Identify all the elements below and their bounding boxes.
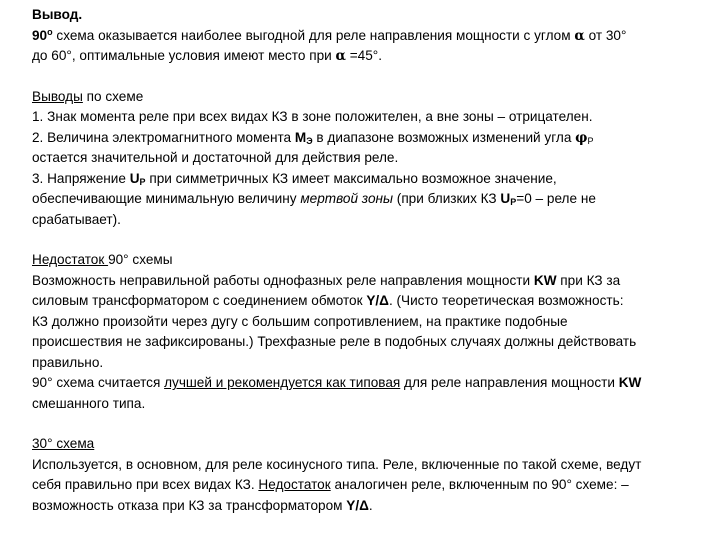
findings-item-3: 3. Напряжение $U_Р$ при симметричных КЗ имеет максимально возможное значение, [32, 170, 557, 187]
phi-symbol: φ [575, 129, 588, 146]
drawback-line-5: правильно. [32, 354, 104, 370]
scheme30-line-3: возможность отказа при КЗ за трансформатором Y/Δ. [32, 497, 373, 513]
conclusion-line-2: до 60°, оптимальные условия имеют место при α =45°. [32, 48, 383, 64]
drawback-line-7: смешанного типа. [32, 395, 146, 411]
findings-item-2-cont: остается значительной и достаточной для действия реле. [32, 150, 399, 165]
conclusion-title: Вывод. [32, 7, 83, 22]
alpha-symbol: α [574, 27, 585, 44]
conclusion-line-1: 90$^o$ схема оказывается наиболее выгодной для реле направления мощности с углом α от 30° [32, 26, 627, 44]
scheme30-line-2: себя правильно при всех видах КЗ. Недостаток аналогичен реле, включенным по 90° схеме: – [32, 477, 629, 492]
alpha-symbol: α [335, 48, 346, 64]
scheme30-heading: 30° схема [32, 436, 95, 451]
findings-heading: Выводы по схеме [32, 88, 144, 104]
document-page [32, 5, 712, 516]
drawback-line-1: Возможность неправильной работы однофазных реле направления мощности KW при КЗ за [32, 272, 621, 288]
findings-item-2: 2. Величина электромагнитного момента $М_Э$ в диапазоне возможных изменений угла $\varphi_Р$ [32, 129, 594, 146]
drawback-line-2: силовым трансформатором с соединением обмоток Y/Δ. (Чисто теоретическая возможность: [32, 293, 624, 308]
findings-item-1: 1. Знак момента реле при всех видах КЗ в зоне положителен, а вне зоны – отрицателен. [32, 109, 593, 124]
drawback-heading: Недостаток 90° схемы [32, 252, 173, 267]
drawback-line-6: 90° схема считается лучшей и рекомендуется как типовая для реле направления мощности KW [32, 375, 642, 390]
drawback-line-4: происшествия не зафиксированы.) Трехфазные реле в подобных случаях должны действовать [32, 334, 637, 349]
findings-item-3-end: срабатывает). [32, 211, 121, 227]
drawback-line-3: КЗ должно произойти через дугу с большим сопротивлением, на практике подобные [32, 313, 568, 329]
findings-item-3-cont: обеспечивающие минимальную величину мертвой зоны (при близких КЗ $U_Р=0$ – реле не [32, 191, 596, 207]
scheme30-line-1: Используется, в основном, для реле косинусного типа. Реле, включенные по такой схеме, ведут [32, 456, 642, 472]
